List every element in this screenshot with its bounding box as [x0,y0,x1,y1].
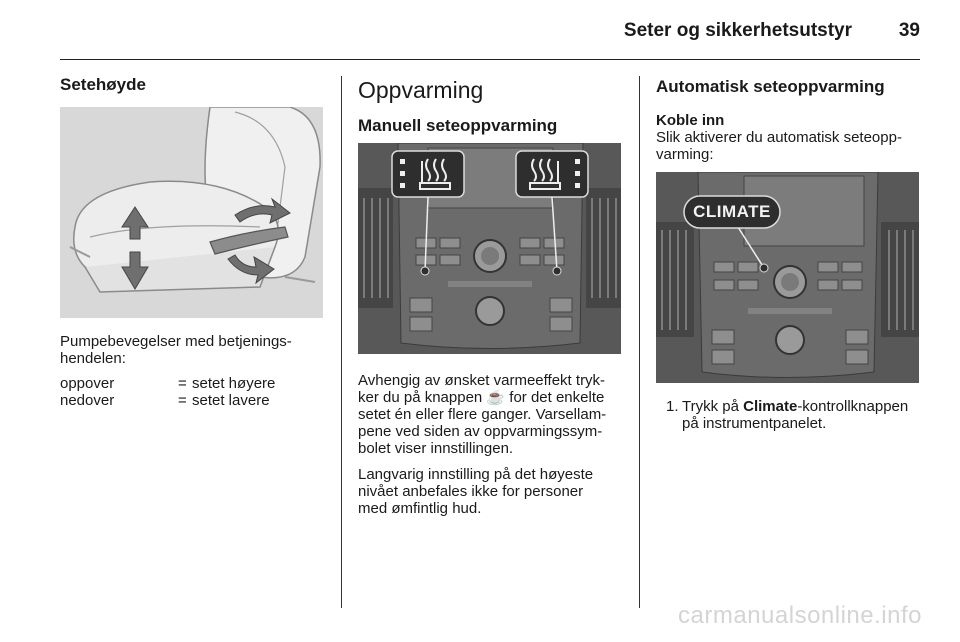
step-text [682,398,908,415]
section-heading-heating: Oppvarming [358,77,484,103]
step-number: 1. [666,398,679,415]
definition-sep: = [178,375,187,392]
intro-line-1: Pumpebevegelser med betjenings- [60,333,292,350]
text-line: bolet viser innstillingen. [358,440,514,457]
subheading-manual-heating: Manuell seteoppvarming [358,116,558,135]
text-line: nivået anbefales ikke for personer [358,483,584,500]
text-line: setet én eller flere ganger. Varsellam- [358,406,607,423]
header-rule [60,59,920,60]
climate-callout-label: CLIMATE [693,202,771,221]
heating-paragraph-2 [358,466,628,517]
definition-term: oppover [60,375,115,392]
seat-height-illustration [60,107,323,318]
dashboard-seat-heating-illustration [358,143,621,354]
section-heading-auto-heating: Automatisk seteoppvarming [656,77,885,96]
section-heading-seat-height: Setehøyde [60,75,146,94]
heating-paragraph-1 [358,372,628,457]
column-heating [358,76,623,104]
step-line-2: på instrumentpanelet. [682,415,827,432]
definition-row [60,375,325,392]
climate-control-illustration [656,172,919,383]
intro-line-1: Slik aktiverer du automatisk seteopp- [656,129,902,146]
seat-height-intro [60,333,325,367]
text-line: pene ved siden av oppvarmingssym- [358,423,603,440]
subheading-switch-on: Koble inn [656,112,725,129]
definition-list [60,375,325,409]
column-divider-2 [639,76,640,608]
column-auto-heating [656,78,921,95]
instruction-step-1 [666,398,928,432]
definition-row [60,392,325,409]
subheading-wrap [358,117,623,134]
definition-term: nedover [60,392,115,409]
text-line: ker du på knappen ☕ for det enkelte [358,389,605,406]
text-line: Langvarig innstilling på det høyeste [358,466,594,483]
column-seat-height [60,76,325,93]
step-text-post: -kontrollknappen [797,398,909,415]
page-number: 39 [898,20,920,41]
page-header-title: Seter og sikkerhetsutstyr [623,20,852,41]
step-text-bold: Climate [743,398,798,415]
text-line: med ømfintlig hud. [358,500,482,517]
column-divider-1 [341,76,342,608]
definition-desc: setet høyere [192,375,276,392]
intro-line-2: hendelen: [60,350,126,367]
step-text-pre: Trykk på [682,398,744,415]
step-line-1 [666,398,928,415]
text-line: Avhengig av ønsket varmeeffekt tryk- [358,372,606,389]
definition-sep: = [178,392,187,409]
definition-desc: setet lavere [192,392,270,409]
watermark: carmanualsonline.info [678,602,922,629]
intro-line-2: varming: [656,146,714,163]
auto-heating-intro [656,112,921,163]
